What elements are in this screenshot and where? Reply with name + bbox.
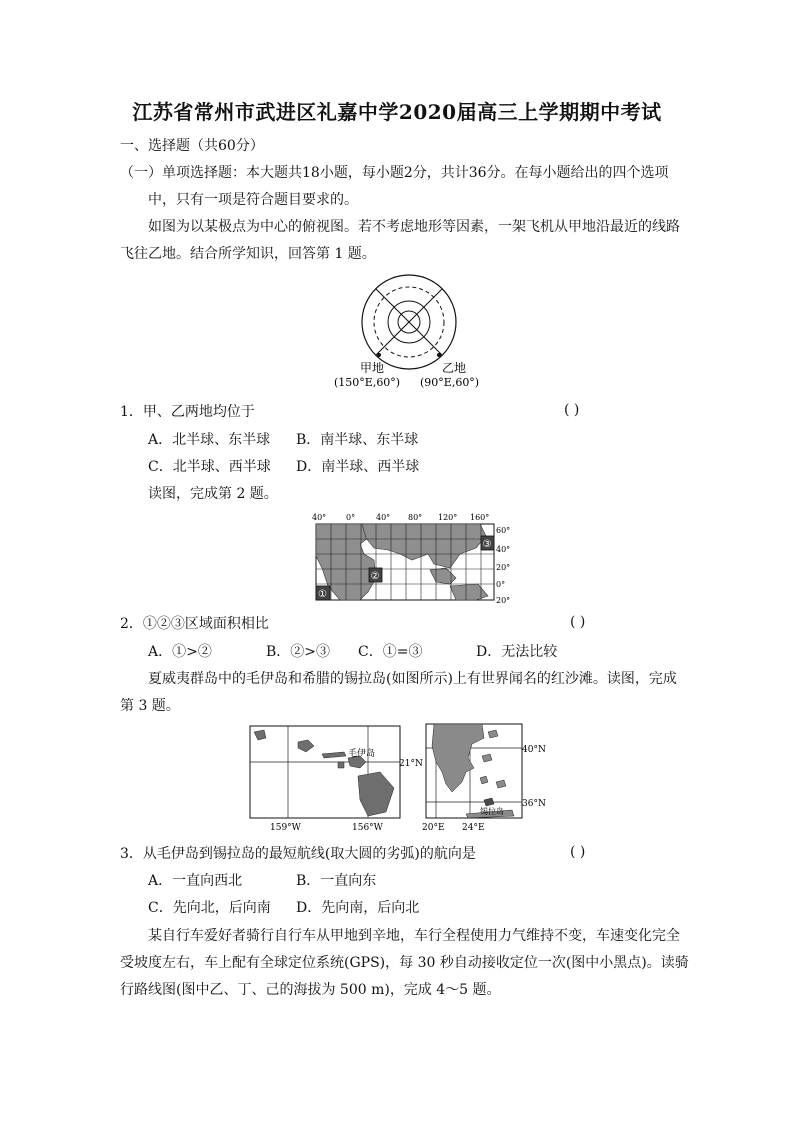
subsection-line-2: 中，只有一项是符合题目要求的。 [148, 192, 358, 208]
subsection-line-1: （一）单项选择题：本大题共18小题，每小题2分，共计36分。在每小题给出的四个选项 [120, 165, 669, 181]
q1-option-a: A．北半球、东半球 [148, 432, 271, 448]
lon-label: 0° [346, 513, 356, 522]
intro4-line-3: 行路线图(图中乙、丁、己的海拔为 500 m)，完成 4～5 题。 [120, 982, 501, 998]
q3-option-a: A．一直向西北 [148, 873, 243, 889]
maui-lon-label-1: 159°W [270, 823, 301, 833]
q2-option-d: D．无法比较 [476, 644, 558, 660]
intro2: 读图，完成第 2 题。 [148, 486, 278, 502]
region-1-marker: ① [318, 589, 327, 600]
thera-lat-label-1: 40°N [522, 745, 546, 755]
lon-label: 80° [408, 513, 423, 522]
point-a-coord: (150°E,60°) [334, 376, 401, 389]
q2-option-c: C．①=③ [358, 644, 423, 660]
q2-answer-paren: ( ) [570, 614, 586, 630]
lanai-island [338, 762, 344, 768]
q2-option-a: A．①>② [148, 644, 212, 660]
q1-option-b: B．南半球、东半球 [296, 432, 419, 448]
intro4-line-1: 某自行车爱好者骑行自行车从甲地到辛地，车行全程使用力气维持不变，车速变化完全 [148, 928, 680, 944]
lat-label: 20° [496, 563, 511, 572]
q1-stem: 1．甲、乙两地均位于 [120, 404, 255, 420]
q3-stem: 3．从毛伊岛到锡拉岛的最短航线(取大圆的劣弧)的航向是 [120, 846, 476, 862]
section-heading: 一、选择题（共60分） [120, 138, 264, 154]
region-2-marker: ② [370, 571, 380, 582]
page-title: 江苏省常州市武进区礼嘉中学2020届高三上学期期中考试 [132, 100, 662, 124]
lat-label: 60° [496, 526, 511, 535]
maui-map [248, 722, 423, 834]
intro3-line-1: 夏威夷群岛中的毛伊岛和希腊的锡拉岛(如图所示)上有世界闻名的红沙滩。读图，完成 [148, 671, 677, 687]
intro1-line-1: 如图为以某极点为中心的俯视图。若不考虑地形等因素，一架飞机从甲地沿最近的线路 [148, 219, 680, 235]
lon-label: 40° [376, 513, 391, 522]
lon-label: 40° [312, 513, 327, 522]
q3-answer-paren: ( ) [570, 844, 586, 860]
lat-label: 0° [496, 580, 506, 589]
q1-option-c: C．北半球、西半球 [148, 459, 271, 475]
q3-option-b: B．一直向东 [296, 873, 377, 889]
thera-lon-label-2: 24°E [462, 823, 485, 833]
q1-option-d: D．南半球、西半球 [296, 459, 420, 475]
point-b-coord: (90°E,60°) [420, 376, 480, 389]
point-a-dot [377, 353, 381, 357]
lon-label: 160° [470, 513, 490, 522]
point-b-dot [437, 353, 441, 357]
region-3-marker: ③ [482, 539, 492, 550]
intro1-line-2: 飞往乙地。结合所学知识，回答第 1 题。 [120, 246, 376, 262]
polar-view-figure [330, 270, 490, 394]
maui-label: 毛伊岛 [348, 749, 376, 759]
q3-option-d: D．先向南，后向北 [296, 900, 420, 916]
point-b-label: 乙地 [442, 361, 467, 375]
thera-lat-label-2: 36°N [522, 799, 546, 809]
q1-answer-paren: ( ) [564, 402, 580, 418]
intro4-line-2: 受坡度左右，车上配有全球定位系统(GPS)，每 30 秒自动接收定位一次(图中小黑点)。读骑 [120, 955, 689, 971]
thera-label: 锡拉岛 [480, 807, 504, 816]
q3-option-c: C．先向北，后向南 [148, 900, 271, 916]
lat-label: 40° [496, 545, 511, 554]
point-a-label: 甲地 [360, 361, 385, 375]
q2-stem: 2．①②③区域面积相比 [120, 616, 269, 632]
q2-option-b: B．②>③ [266, 644, 331, 660]
maui-lat-label: 21°N [399, 759, 423, 769]
world-grid-map [300, 508, 520, 608]
intro3-line-2: 第 3 题。 [120, 698, 180, 714]
thera-lon-label-1: 20°E [422, 823, 445, 833]
thera-map [422, 722, 562, 834]
lon-label: 120° [438, 513, 458, 522]
maui-lon-label-2: 156°W [352, 823, 383, 833]
lat-label: 20° [496, 596, 511, 605]
